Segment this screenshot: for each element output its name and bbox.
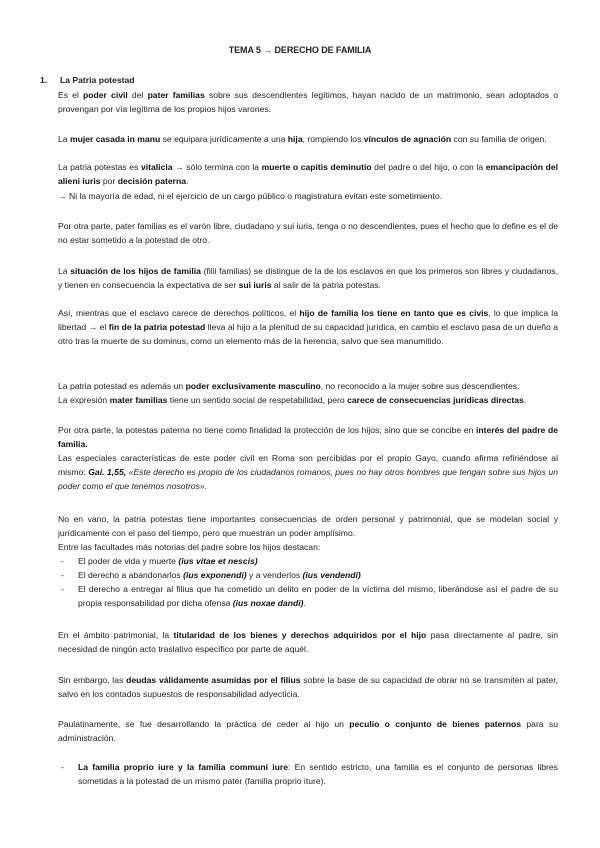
familia-list — [58, 760, 558, 788]
paragraph-peculio: Paulatinamente, se fue desarrollando la práctica de ceder al hijo un peculio o conjunto de bienes paternos para su administración. — [58, 719, 558, 743]
paragraph-patrimonial: En el ámbito patrimonial, la titularidad de los bienes y derechos adquiridos por el hijo pasa directamente al padre, sin necesidad de ningún acto traslativo específico por parte de aquél. — [58, 630, 558, 654]
paragraph-vitalicia: La patria potestas es vitalicia → sólo termina con la muerte o capitis deminutio del padre o del hijo, o con la emancipación del alieni iuris por decisión paterna. — [58, 162, 559, 186]
list-item: - El poder de vida y muerte (ius vitae et nescis) — [61, 556, 258, 566]
paragraph-deudas: Sin embargo, las deudas válidamente asumidas por el filius sobre la base de su capacidad de obrar no se transmiten al pater, salvo en los contados supuestos de responsabilidad adyecticia. — [58, 675, 558, 699]
paragraph-interes-padre: Por otra parte, la potestas paterna no tiene como finalidad la protección de los hijos, sino que se concibe en interés del padre de familia. — [58, 425, 558, 449]
section-number: 1. — [40, 75, 48, 85]
paragraph-mujer-in-manu: La mujer casada in manu se equipara jurídicamente a una hija, rompiendo los vínculos de agnación con su familia de origen. — [58, 134, 547, 144]
paragraph-gayo: Las especiales características de este poder civil en Roma son percibidas por el propio Gayo, cuando afirma refiriéndose al mismo: Gai. 1,55, «Este derecho es propio de los ciudadanos romanos, pues no hay otros hombres que tengan sobre sus hijos un poder como el que tenemos nosotros». — [58, 453, 558, 491]
paragraph-mayoria-edad: → Ni la mayoría de edad, ni el ejercicio de un cargo público o magistratura evitan este sometimiento. — [58, 191, 443, 201]
paragraph-pater-familias: Por otra parte, pater familias es el varón libre, ciudadano y sui iuris, tenga o no descendientes, pues el hecho que lo define es el de no estar sometido a la potestad de otro. — [58, 221, 558, 245]
paragraph-hijos-familia: La situación de los hijos de familia (filii familias) se distingue de la de los esclavos en que los primeros son libres y ciudadanos, y tienen en consecuencia la expectativa de ser sui iuris al salir de la patria potestas. — [58, 266, 558, 290]
facultades-list — [58, 554, 558, 610]
section-heading-text: La Patria potestad — [60, 75, 135, 85]
paragraph-esclavo: Así, mientras que el esclavo carece de derechos políticos, el hijo de familia los tiene en tanto que es civis, lo que implica la libertad → el fin de la patria potestad lleva al hijo a la plenitud de su capacidad jurídica, en cambio el esclavo pasa de un dueño a otro tras la muerte de su dominus, como un elemento más de la herencia, salvo que sea manumitido. — [58, 308, 558, 346]
list-item: - La familia proprio iure y la familia communi iure: En sentido estricto, una familia es el conjunto de personas libres sometidas a la potestad de un mismo pater (familia proprio iture). — [61, 762, 558, 786]
paragraph-mater-familias: La expresión mater familias tiene un sentido social de respetabilidad, pero carece de consecuencias jurídicas directas. — [58, 395, 527, 405]
section-heading — [40, 73, 135, 87]
paragraph-poder-masculino: La patria potestad es además un poder exclusivamente masculino, no reconocido a la mujer sobre sus descendientes. — [58, 381, 520, 391]
list-item: - El derecho a abandonarlos (ius exponendi) y a venderlos (ius vendendi) — [61, 570, 361, 580]
paragraph-consecuencias: No en vano, la patria potestas tiene importantes consecuencias de orden personal y patrimonial, que se modelan social y jurídicamente con el paso del tiempo, pero que muestran un poder amplísimo. — [58, 514, 558, 538]
paragraph-definition: Es el poder civil del pater familias sobre sus descendientes legítimos, hayan nacido de un matrimonio, sean adoptados o provengan por vía legítima de los propios hijos varones. — [58, 90, 558, 114]
page-title: TEMA 5 → DERECHO DE FAMILIA — [228, 45, 372, 55]
paragraph-facultades-intro: Entre las facultades más notorias del padre sobre los hijos destacan: — [58, 542, 321, 552]
list-item: - El derecho a entregar al filius que ha cometido un delito en poder de la víctima del mismo, liberándose así el padre de su propia responsabilidad por dicha ofensa (ius noxae dandi). — [61, 584, 558, 608]
